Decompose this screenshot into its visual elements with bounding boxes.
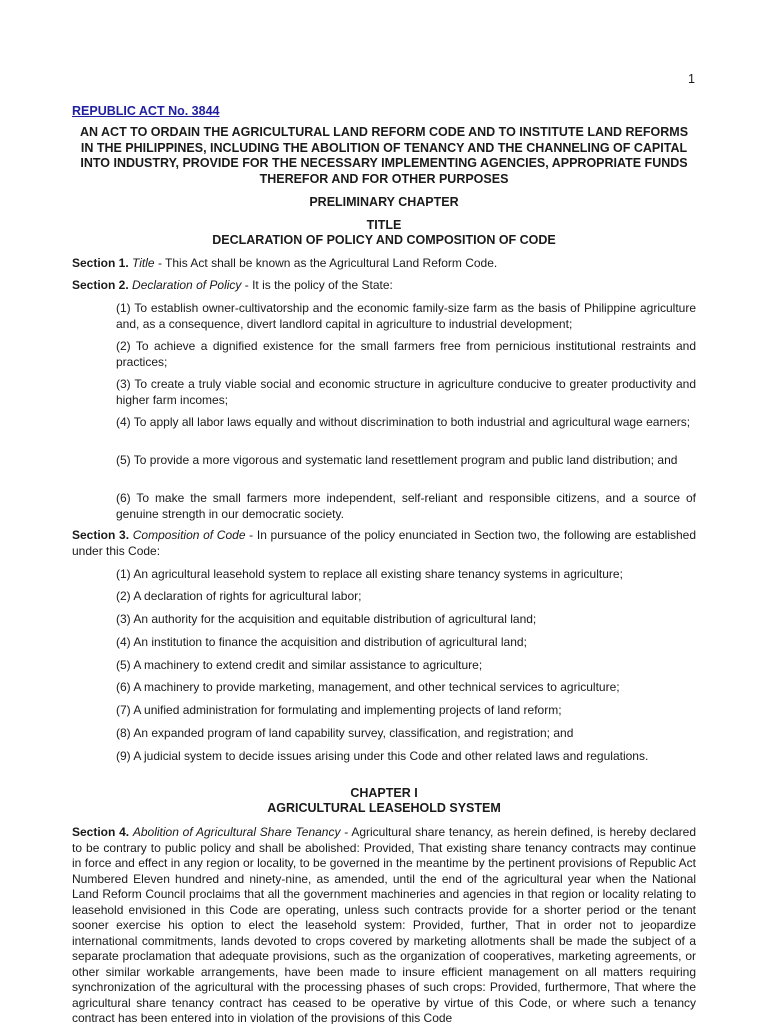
section-text: - This Act shall be known as the Agricultural Land Reform Code. [154,256,498,270]
chapter-1-heading: CHAPTER I [350,786,418,800]
section-4 [72,825,696,1024]
section-title: Title [132,256,155,270]
policy-item: (3) To create a truly viable social and economic structure in agriculture conducive to greater productivity and higher farm incomes; [116,377,696,407]
composition-item: (2) A declaration of rights for agricultural labor; [116,589,362,603]
section-title: Composition of Code [132,528,246,542]
policy-item: (5) To provide a more vigorous and systematic land resettlement program and public land distribution; and [116,453,678,467]
section-text: - It is the policy of the State: [241,278,393,292]
section-3 [72,528,696,559]
section-1 [72,256,696,272]
chapter-1-title: AGRICULTURAL LEASEHOLD SYSTEM [267,801,501,815]
page-number: 1 [688,72,695,86]
republic-act-link[interactable]: REPUBLIC ACT No. 3844 [72,104,220,118]
policy-item: (6) To make the small farmers more independent, self-reliant and responsible citizens, and a source of genuine strength in our democratic society. [116,491,696,521]
composition-item: (5) A machinery to extend credit and similar assistance to agriculture; [116,658,483,672]
section-2 [72,278,696,294]
composition-item: (6) A machinery to provide marketing, management, and other technical services to agriculture; [116,680,620,694]
composition-item: (8) An expanded program of land capability survey, classification, and registration; and [116,726,574,740]
section-title: Declaration of Policy [132,278,242,292]
section-label: Section 2. [72,278,129,292]
section-text: - Agricultural share tenancy, as herein defined, is hereby declared to be contrary to public policy and shall be abolished: Provided, That existing share tenancy contracts may continue in force and effect in any region or locality, to be governed in the meantime by the pertinent provisions of Republic Act Numbered Eleven hundred and ninety-nine, as amended, until the end of the agricultural year when the National Land Reform Council proclaims that all the government machineries and agencies in that region or locality relating to leasehold envisioned in this Code are operating, unless such contracts provide for a shorter period or the tenant sooner exercise his option to elect the leasehold system: Provided, further, That in order not to jeopardize international commitments, lands devoted to crops covered by marketing allotments shall be made the subject of a separate proclamation that adequate provisions, such as the organization of cooperatives, marketing agreements, or other similar workable arrangements, have been made to insure efficient management on all matters requiring synchronization of the agricultural with the processing phases of such crops: Provided, furthermore, That where the agricultural share tenancy contract has ceased to be operative by virtue of this Code, or where such a tenancy contract has been entered into in violation of the provisions of this Code [72,825,696,1024]
section-label: Section 1. [72,256,129,270]
composition-item: (7) A unified administration for formulating and implementing projects of land reform; [116,703,562,717]
section-label: Section 4. [72,825,130,839]
act-title: AN ACT TO ORDAIN THE AGRICULTURAL LAND REFORM CODE AND TO INSTITUTE LAND REFORMS IN THE PHILIPPINES, INCLUDING THE ABOLITION OF TENANCY AND THE CHANNELING OF CAPITAL INTO INDUSTRY, PROVIDE FOR THE NECESSARY IMPLEMENTING AGENCIES, APPROPRIATE FUNDS THEREFOR AND FOR OTHER PURPOSES [79,125,689,186]
composition-item: (1) An agricultural leasehold system to replace all existing share tenancy systems in agriculture; [116,567,623,581]
preliminary-chapter-heading: PRELIMINARY CHAPTER [309,195,459,209]
composition-item: (9) A judicial system to decide issues arising under this Code and other related laws and regulations. [116,749,649,763]
composition-item: (4) An institution to finance the acquisition and distribution of agricultural land; [116,635,527,649]
section-label: Section 3. [72,528,130,542]
section-title: Abolition of Agricultural Share Tenancy [132,825,341,839]
composition-item: (3) An authority for the acquisition and equitable distribution of agricultural land; [116,612,537,626]
title-heading: DECLARATION OF POLICY AND COMPOSITION OF CODE [212,233,556,247]
policy-item: (2) To achieve a dignified existence for the small farmers free from pernicious institutional restraints and practices; [116,339,696,369]
title-label: TITLE [366,218,402,232]
section-text: - In pursuance of the policy enunciated in Section two, the following are established under this Code: [72,528,697,558]
policy-item: (1) To establish owner-cultivatorship and the economic family-size farm as the basis of Philippine agriculture and, as a consequence, divert landlord capital in agriculture to industrial development; [116,301,696,331]
policy-item: (4) To apply all labor laws equally and without discrimination to both industrial and agricultural wage earners; [116,415,691,429]
